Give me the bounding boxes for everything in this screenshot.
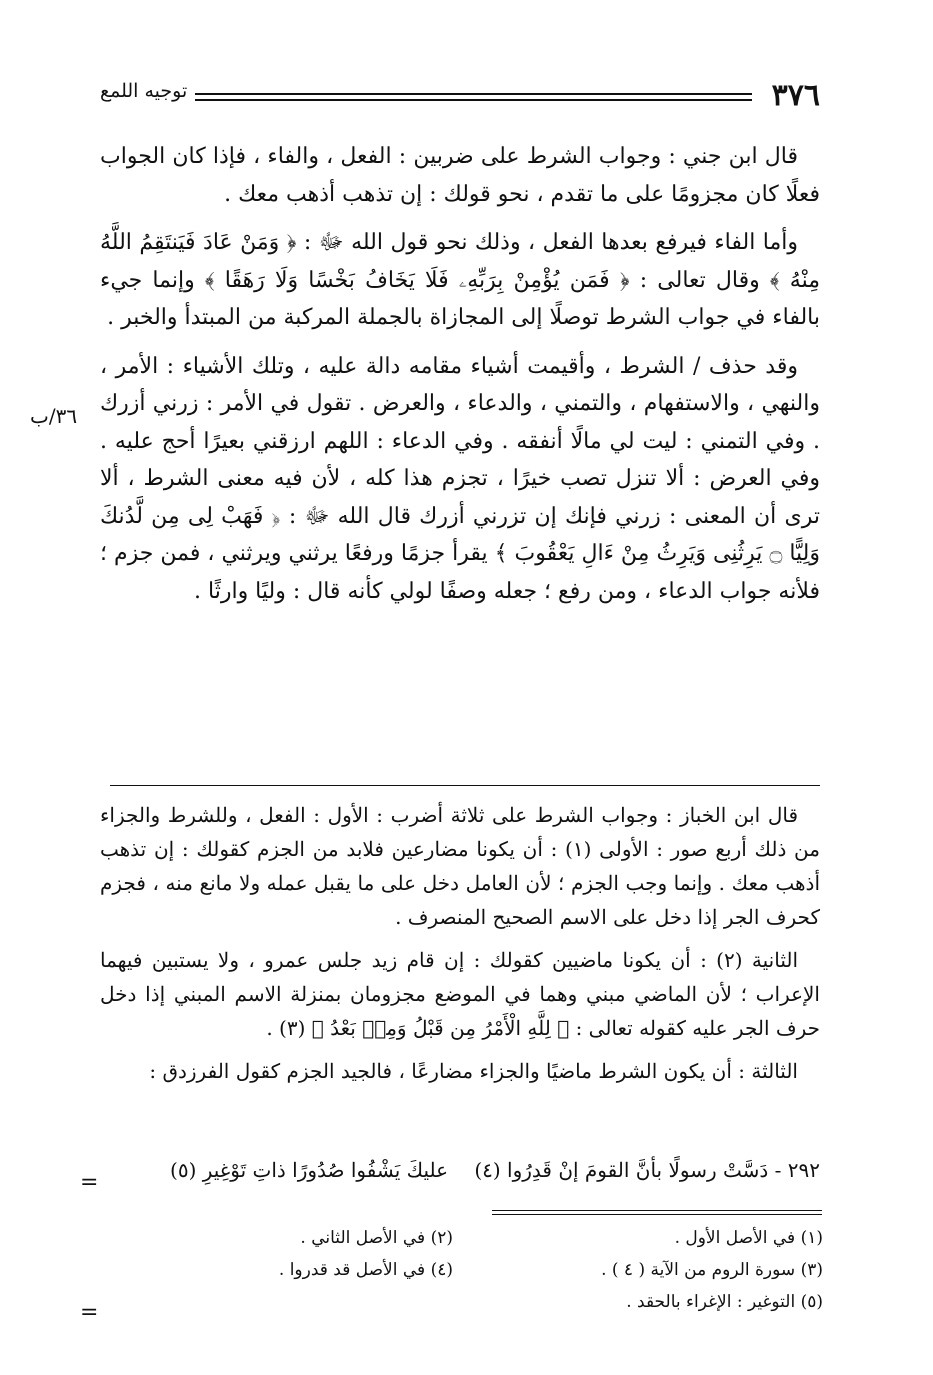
- footnote: (٥) التوغير : الإغراء بالحقد .: [626, 1292, 823, 1312]
- paragraph: الثانية (٢) : أن يكونا ماضيين كقولك : إن قام زيد جلس عمرو ، ولا يستبين فيهما الإعراب ؛ لأن الماضي مبني وهما في الموضع مجزومان بمنزلة الاسم المبني إذا دخل حرف الجر عليه كقوله تعالى : ﴿ لِلَّهِ الْأَمْرُ مِن قَبْلُ وَمِنۢ بَعْدُ ﴾ (٣) .: [100, 948, 820, 1040]
- running-title: توجيه اللمع: [100, 80, 188, 102]
- footnote-rule: [492, 1210, 822, 1215]
- footnote: (٢) في الأصل الثاني .: [300, 1228, 453, 1248]
- page-number: ٣٧٦: [771, 78, 820, 113]
- paragraph: قال ابن جني : وجواب الشرط على ضربين : الفعل ، والفاء ، فإذا كان الجواب فعلًا كان مجزومًا على ما تقدم ، نحو قولك : إن تذهب أذهب معك .: [100, 144, 820, 207]
- footnote: (٣) سورة الروم من الآية ( ٤ ) .: [601, 1260, 823, 1280]
- poetry-verse: [150, 1158, 820, 1192]
- verse-second-hemistich: عليكَ يَشْفُوا صُدُورًا ذاتِ تَوْغِيرِ (٥): [170, 1158, 449, 1182]
- footnote: (٤) في الأصل قد قدروا .: [278, 1260, 453, 1280]
- paragraph: الثالثة : أن يكون الشرط ماضيًا والجزاء مضارعًا ، فالجيد الجزم كقول الفرزدق :: [149, 1059, 798, 1083]
- page-header: [100, 78, 820, 118]
- ibn-al-khabbaz-section: [100, 798, 820, 1088]
- header-rule: [195, 93, 752, 101]
- paragraph: وأما الفاء فيرفع بعدها الفعل ، وذلك نحو قول الله ﷻ : ﴿ وَمَنْ عَادَ فَيَنتَقِمُ اللَّهُ مِنْهُ ﴾ وقال تعالى : ﴿ فَمَن يُؤْمِنْ بِرَبِّهِۦ فَلَا يَخَافُ بَخْسًا وَلَا رَهَقًا ﴾ وإنما جيء بالفاء في جواب الشرط توصلًا إلى المجازاة بالجملة المركبة من المبتدأ والخبر .: [100, 230, 820, 330]
- continuation-mark: =: [80, 1170, 99, 1195]
- section-separator: [110, 785, 820, 786]
- paragraph: وقد حذف / الشرط ، وأقيمت أشياء مقامه دالة عليه ، وتلك الأشياء : الأمر ، والنهي ، والاستفهام ، والتمني ، والدعاء ، والعرض . تقول في الأمر : زرني أزرك . وفي التمني : ليت لي مالًا أنفقه . وفي الدعاء : اللهم ارزقني بعيرًا أحج عليه . وفي العرض : ألا تنزل تصب خيرًا ، تجزم هذا كله ، لأن فيه معنى الشرط ، ألا ترى أن المعنى : زرني فإنك إن تزرني أزرك قال الله ﷻ : ﴿ فَهَبْ لِى مِن لَّدُنكَ وَلِيًّا ۝ يَرِثُنِى وَيَرِثُ مِنْ ءَالِ يَعْقُوبَ ﴾ يقرأ جزمًا ورفعًا يرثني ويرثني ، فمن جزم ؛ فلأنه جواب الدعاء ، ومن رفع ؛ جعله وصفًا لولي كأنه قال : وليًا وارثًا .: [100, 353, 821, 604]
- manuscript-folio-note: ٣٦/ب: [30, 404, 78, 428]
- ibn-jinni-section: [100, 138, 820, 610]
- footnote: (١) في الأصل الأول .: [674, 1228, 823, 1248]
- paragraph: قال ابن الخباز : وجواب الشرط على ثلاثة أضرب : الأول : الفعل ، وللشرط والجزاء من ذلك أربع صور : الأولى (١) : أن يكونا مضارعين فلابد من الجزم كقولك : إن تذهب أذهب معك . وإنما وجب الجزم ؛ لأن العامل دخل على ما يقبل عمله ولا مانع منه ، فجزم كحرف الجر إذا دخل على الاسم الصحيح المنصرف .: [100, 803, 820, 929]
- verse-first-hemistich: ٢٩٢ - دَسَّتْ رسولًا بأنَّ القومَ إنْ قَدِرُوا (٤): [474, 1158, 820, 1182]
- continuation-mark: =: [80, 1300, 99, 1325]
